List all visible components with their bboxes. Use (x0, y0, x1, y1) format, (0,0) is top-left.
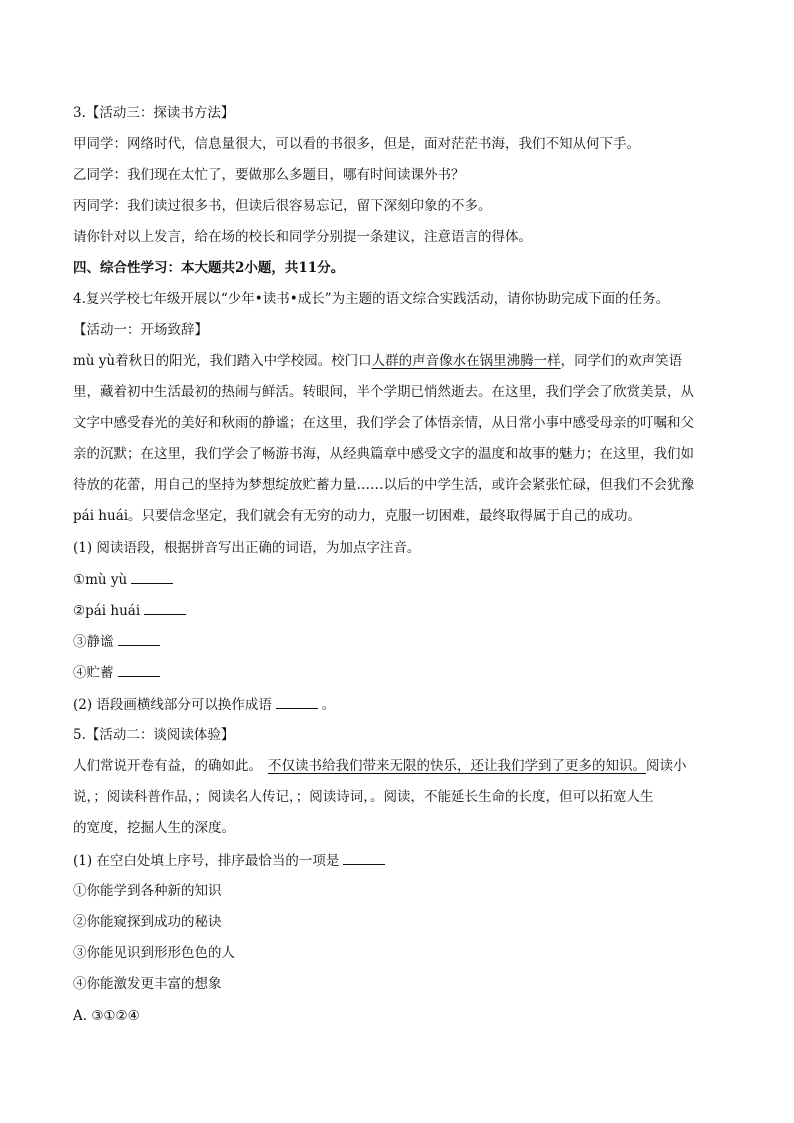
q5-passage-line-1 (73, 756, 733, 776)
section4-heading-n1: 2 (235, 260, 245, 276)
q4-item-1-blank[interactable] (131, 569, 173, 584)
q4-item-1-label: ①mù yù (73, 572, 128, 588)
q5-passage-1b: 阅读小 (646, 758, 687, 774)
section4-heading-n2: 11 (298, 260, 318, 276)
q4-item-3 (73, 631, 733, 652)
q4-item-3-label: ③静谧 (73, 634, 114, 650)
q5-title: 5.【活动二：谈阅读体验】 (73, 727, 235, 743)
q4-underlined-phrase: 人群的声音像水在锅里沸腾一样 (371, 353, 561, 369)
q4-passage-line-5: 待放的花蕾，用自己的坚持为梦想绽放贮蓄力量……以后的中学生活，或许会紧张忙碌，但我们不会犹豫 (73, 477, 694, 493)
q4-sub2-period: 。 (321, 697, 336, 713)
q5-passage-line-2: 说，；阅读科普作品，；阅读名人传记，；阅读诗词，。阅读，不能延长生命的长度，但可以拓宽人生 (73, 789, 654, 805)
q4-item-2 (73, 600, 733, 621)
q4-item-2-label: ②pái huái (73, 603, 141, 619)
q4-passage-line-6: pái huái。只要信念坚定，我们就会有无穷的动力，克服一切困难，最终取得属于自己的成功。 (73, 508, 642, 524)
q3-prompt: 请你针对以上发言，给在场的校长和同学分别提一条建议，注意语言的得体。 (73, 229, 532, 245)
q5-sub1-blank[interactable] (343, 850, 385, 865)
q5-option-4: ④你能激发更丰富的想象 (73, 976, 222, 992)
q4-passage-line-1 (73, 351, 733, 371)
q5-option-3: ③你能见识到形形色色的人 (73, 945, 235, 961)
q4-passage-line-4: 亲的沉默；在这里，我们学会了畅游书海，从经典篇章中感受文字的温度和故事的魅力；在这里，我们如 (73, 446, 694, 462)
q4-passage-1b: ，同学们的欢声笑语 (560, 353, 683, 369)
q5-sub1 (73, 850, 733, 871)
section4-heading (73, 258, 733, 278)
q5-passage-1a: 人们常说开卷有益，的确如此。 (73, 758, 262, 774)
q4-item-4 (73, 662, 733, 683)
q4-item-4-label: ④贮蓄 (73, 665, 114, 681)
q4-passage-1a: mù yù着秋日的阳光，我们踏入中学校园。校门口 (73, 353, 372, 369)
q4-item-3-blank[interactable] (118, 631, 160, 646)
section4-heading-suffix: 分。 (317, 260, 345, 276)
q4-sub2-blank[interactable] (276, 694, 318, 709)
q4-sub2 (73, 694, 733, 715)
q4-item-2-blank[interactable] (144, 600, 186, 615)
q4-activity1-title: 【活动一：开场致辞】 (73, 322, 208, 338)
q4-sub1: (1) 阅读语段，根据拼音写出正确的词语，为加点字注音。 (73, 540, 421, 556)
q4-item-1 (73, 569, 733, 590)
q5-choice-a[interactable]: A. ③①②④ (73, 1008, 140, 1024)
q4-passage-line-3: 文字中感受春光的美好和秋雨的静谧；在这里，我们学会了体悟亲情，从日常小事中感受母亲的叮嘱和父 (73, 415, 694, 431)
q4-item-4-blank[interactable] (118, 662, 160, 677)
q3-student-jia: 甲同学：网络时代，信息量很大，可以看的书很多，但是，面对茫茫书海，我们不知从何下手。 (73, 136, 640, 152)
q4-passage-line-2: 里，藏着初中生活最初的热闹与鲜活。转眼间，半个学期已悄然逝去。在这里，我们学会了欣赏美景，从 (73, 384, 694, 400)
q4-sub2-text: (2) 语段画横线部分可以换作成语 (73, 697, 272, 713)
q4-intro: 4.复兴学校七年级开展以“少年•读书•成长”为主题的语文综合实践活动，请你协助完成下面的任务。 (73, 291, 670, 307)
q5-passage-line-3: 的宽度，挖掘人生的深度。 (73, 820, 235, 836)
section4-heading-mid: 小题，共 (244, 260, 299, 276)
q5-option-1: ①你能学到各种新的知识 (73, 883, 222, 899)
section4-heading-prefix: 四、综合性学习：本大题共 (73, 260, 235, 276)
q5-option-2: ②你能窥探到成功的秘诀 (73, 914, 222, 930)
q5-underlined-sentence: 不仅读书给我们带来无限的快乐，还让我们学到了更多的知识。 (268, 758, 646, 774)
q5-sub1-text: (1) 在空白处填上序号，排序最恰当的一项是 (73, 853, 340, 869)
q3-student-yi: 乙同学：我们现在太忙了，要做那么多题目，哪有时间读课外书？ (73, 167, 465, 183)
q3-title: 3.【活动三：探读书方法】 (73, 105, 235, 121)
q3-student-bing: 丙同学：我们读过很多书，但读后很容易忘记，留下深刻印象的不多。 (73, 198, 492, 214)
